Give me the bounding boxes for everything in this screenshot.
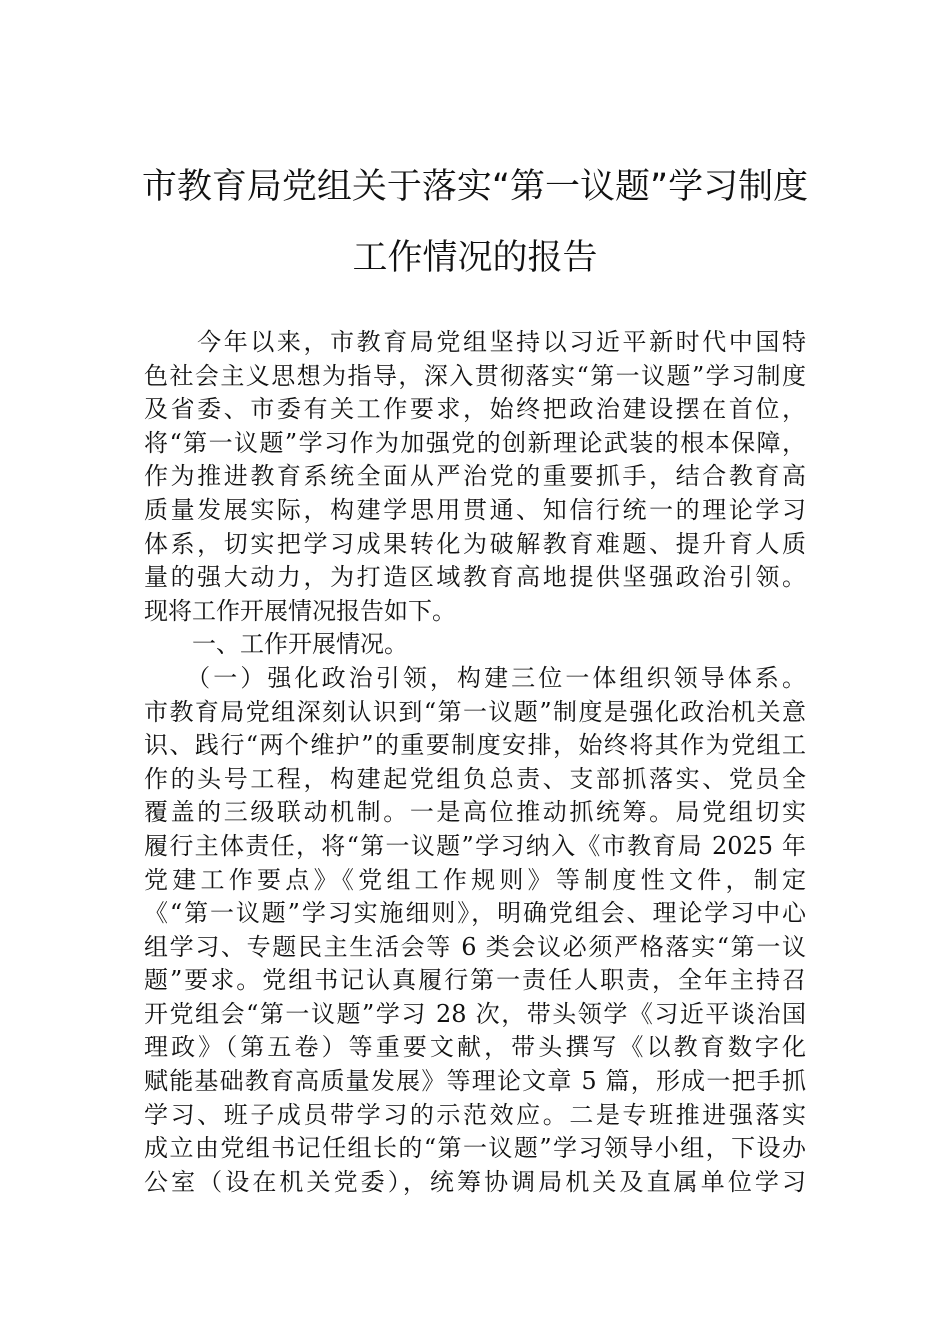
body-line: 《“第一议题”学习实施细则》，明确党组会、理论学习中心 [144, 899, 806, 928]
body-line: 学习、班子成员带学习的示范效应。二是专班推进强落实 [144, 1100, 806, 1129]
body-line: 体系，切实把学习成果转化为破解教育难题、提升育人质 [144, 529, 806, 558]
subsection-heading: （一）强化政治引领，构建三位一体组织领导体系。 [144, 663, 806, 692]
document-title-line-2: 工作情况的报告 [352, 238, 598, 278]
body-line: 及省委、市委有关工作要求，始终把政治建设摆在首位， [144, 395, 806, 424]
section-heading: 一、工作开展情况。 [144, 630, 408, 659]
body-line: 将“第一议题”学习作为加强党的创新理论武装的根本保障， [144, 428, 806, 457]
document-body [144, 326, 806, 1199]
body-line: 质量发展实际，构建学思用贯通、知信行统一的理论学习 [144, 495, 806, 524]
body-line: 组学习、专题民主生活会等 6 类会议必须严格落实“第一议 [144, 932, 806, 961]
body-line: 量的强大动力，为打造区域教育高地提供坚强政治引领。 [144, 563, 806, 592]
body-line: 赋能基础教育高质量发展》等理论文章 5 篇，形成一把手抓 [144, 1067, 806, 1096]
body-line: 履行主体责任，将“第一议题”学习纳入《市教育局 2025 年 [144, 831, 806, 860]
body-line: 题”要求。党组书记认真履行第一责任人职责，全年主持召 [144, 966, 806, 995]
body-line: 成立由党组书记任组长的“第一议题”学习领导小组，下设办 [144, 1134, 806, 1163]
body-line: 识、践行“两个维护”的重要制度安排，始终将其作为党组工 [144, 731, 806, 760]
body-line: 党建工作要点》《党组工作规则》等制度性文件，制定 [144, 865, 806, 894]
body-line: 今年以来，市教育局党组坚持以习近平新时代中国特 [144, 328, 806, 356]
body-line: 现将工作开展情况报告如下。 [144, 596, 456, 625]
body-line: 开党组会“第一议题”学习 28 次，带头领学《习近平谈治国 [144, 999, 806, 1028]
body-line: 作的头号工程，构建起党组负总责、支部抓落实、党员全 [144, 764, 806, 793]
body-line: 公室（设在机关党委），统筹协调局机关及直属单位学习 [144, 1167, 806, 1196]
body-line: 理政》（第五卷）等重要文献，带头撰写《以教育数字化 [144, 1033, 806, 1062]
document-title-line-1: 市教育局党组关于落实“第一议题”学习制度 [141, 167, 809, 207]
body-line: 市教育局党组深刻认识到“第一议题”制度是强化政治机关意 [144, 697, 806, 726]
body-line: 色社会主义思想为指导，深入贯彻落实“第一议题”学习制度 [144, 361, 806, 390]
body-line: 覆盖的三级联动机制。一是高位推动抓统筹。局党组切实 [144, 798, 806, 827]
body-line: 作为推进教育系统全面从严治党的重要抓手，结合教育高 [144, 462, 806, 491]
